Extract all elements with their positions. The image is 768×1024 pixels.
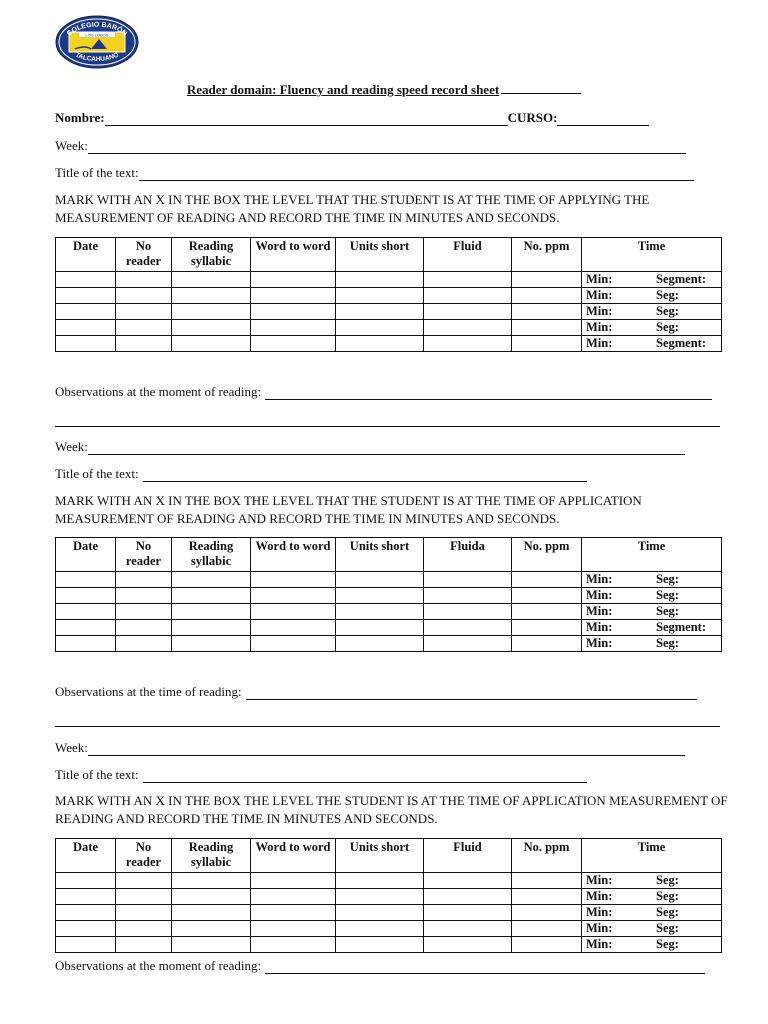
col-time: Time: [582, 238, 722, 272]
cell[interactable]: [116, 304, 172, 320]
col-reading-syllabic: Reading syllabic: [172, 238, 251, 272]
cell[interactable]: [56, 921, 116, 937]
col-time: Time: [582, 839, 722, 873]
table-header-row: [56, 238, 722, 272]
cell[interactable]: [172, 889, 251, 905]
cell[interactable]: [172, 604, 251, 620]
table-row: [56, 636, 722, 652]
seg-label: Seg:: [656, 905, 679, 919]
cell[interactable]: [251, 604, 336, 620]
seg-label: Segment:: [656, 336, 706, 350]
min-label: Min:: [586, 620, 613, 634]
cell[interactable]: [512, 905, 582, 921]
cell[interactable]: [336, 320, 424, 336]
text-title-field[interactable]: [139, 168, 694, 181]
cell[interactable]: [424, 905, 512, 921]
observations-extra-line[interactable]: [55, 426, 720, 427]
cell[interactable]: [251, 921, 336, 937]
text-title-label: Title of the text:: [55, 466, 139, 481]
cell[interactable]: [172, 636, 251, 652]
cell[interactable]: [251, 588, 336, 604]
col-reading-syllabic: Reading syllabic: [172, 538, 251, 572]
cell[interactable]: [512, 572, 582, 588]
cell[interactable]: [56, 588, 116, 604]
cell[interactable]: [512, 588, 582, 604]
min-label: Min:: [586, 588, 613, 602]
table-row: [56, 889, 722, 905]
cell[interactable]: [56, 620, 116, 636]
text-title-row-1: [55, 165, 694, 181]
seg-label: Seg:: [656, 636, 679, 650]
cell[interactable]: [251, 889, 336, 905]
cell[interactable]: [56, 336, 116, 352]
title-blank-line: [501, 82, 581, 94]
min-label: Min:: [586, 636, 613, 650]
logo-top-text: COLEGIO BARÓN: [65, 21, 129, 38]
text-title-field[interactable]: [143, 770, 587, 783]
cell[interactable]: [251, 905, 336, 921]
cell[interactable]: [336, 604, 424, 620]
table-row: [56, 572, 722, 588]
cell[interactable]: [336, 336, 424, 352]
cell[interactable]: [56, 873, 116, 889]
week-label: Week:: [55, 138, 88, 153]
table-row: [56, 336, 722, 352]
seg-label: Seg:: [656, 889, 679, 903]
cell[interactable]: [424, 889, 512, 905]
seg-label: Seg:: [656, 604, 679, 618]
text-title-row-3: [55, 767, 587, 783]
table-header-row: [56, 839, 722, 873]
cell[interactable]: [512, 320, 582, 336]
table-row: [56, 937, 722, 953]
col-no-reader: No reader: [116, 238, 172, 272]
nombre-label: Nombre:: [55, 110, 105, 125]
col-no-reader: No reader: [116, 839, 172, 873]
cell[interactable]: [512, 272, 582, 288]
col-fluid: Fluid: [424, 839, 512, 873]
col-units-short: Units short: [336, 839, 424, 873]
cell[interactable]: [172, 921, 251, 937]
col-time: Time: [582, 538, 722, 572]
week-field[interactable]: [88, 141, 686, 154]
seg-label: Seg:: [656, 588, 679, 602]
cell[interactable]: [116, 588, 172, 604]
col-fluid: Fluid: [424, 238, 512, 272]
cell[interactable]: [512, 873, 582, 889]
observations-row-1: [55, 384, 712, 400]
cell[interactable]: [251, 288, 336, 304]
observations-label: Observations at the moment of reading:: [55, 958, 262, 973]
time-cell[interactable]: [582, 572, 722, 588]
cell[interactable]: [172, 588, 251, 604]
col-no-reader: No reader: [116, 538, 172, 572]
cell[interactable]: [251, 620, 336, 636]
time-cell[interactable]: [582, 937, 722, 953]
time-cell[interactable]: [582, 620, 722, 636]
cell[interactable]: [116, 336, 172, 352]
page-title-text: Reader domain: Fluency and reading speed record sheet: [186, 82, 500, 97]
cell[interactable]: [172, 320, 251, 336]
cell[interactable]: [116, 288, 172, 304]
table-row: [56, 921, 722, 937]
seg-label: Seg:: [656, 304, 679, 318]
min-label: Min:: [586, 873, 613, 887]
time-cell[interactable]: [582, 288, 722, 304]
cell[interactable]: [336, 620, 424, 636]
cell[interactable]: [512, 921, 582, 937]
cell[interactable]: [251, 937, 336, 953]
student-name-row: [55, 110, 649, 126]
cell[interactable]: [424, 873, 512, 889]
logo-bottom-text: TALCAHUANO: [74, 51, 120, 64]
col-date: Date: [56, 238, 116, 272]
table-row: [56, 905, 722, 921]
cell[interactable]: [424, 336, 512, 352]
record-table-2: [55, 537, 722, 652]
cell[interactable]: [172, 272, 251, 288]
min-label: Min:: [586, 905, 613, 919]
table-row: [56, 288, 722, 304]
cell[interactable]: [424, 588, 512, 604]
cell[interactable]: [251, 572, 336, 588]
cell[interactable]: [56, 288, 116, 304]
logo-middle-text: LOS LOBOS: [85, 32, 109, 38]
seg-label: Seg:: [656, 937, 679, 951]
time-cell[interactable]: [582, 889, 722, 905]
cell[interactable]: [251, 320, 336, 336]
week-field[interactable]: [88, 442, 685, 455]
seg-label: Seg:: [656, 572, 679, 586]
cell[interactable]: [512, 288, 582, 304]
seg-label: Seg:: [656, 288, 679, 302]
cell[interactable]: [424, 288, 512, 304]
time-cell[interactable]: [582, 320, 722, 336]
text-title-row-2: [55, 466, 587, 482]
min-label: Min:: [586, 320, 613, 334]
cell[interactable]: [336, 889, 424, 905]
cell[interactable]: [336, 636, 424, 652]
cell[interactable]: [172, 937, 251, 953]
cell[interactable]: [512, 620, 582, 636]
school-logo: [55, 15, 139, 69]
cell[interactable]: [116, 937, 172, 953]
col-word-to-word: Word to word: [251, 538, 336, 572]
cell[interactable]: [336, 572, 424, 588]
cell[interactable]: [251, 304, 336, 320]
cell[interactable]: [172, 336, 251, 352]
col-date: Date: [56, 538, 116, 572]
cell[interactable]: [336, 288, 424, 304]
school-crest-icon: [55, 15, 139, 69]
cell[interactable]: [251, 636, 336, 652]
seg-label: Seg:: [656, 921, 679, 935]
cell[interactable]: [251, 336, 336, 352]
cell[interactable]: [56, 636, 116, 652]
cell[interactable]: [336, 921, 424, 937]
time-cell[interactable]: [582, 336, 722, 352]
seg-label: Seg:: [656, 320, 679, 334]
cell[interactable]: [56, 304, 116, 320]
cell[interactable]: [56, 889, 116, 905]
cell[interactable]: [424, 572, 512, 588]
week-field[interactable]: [88, 743, 685, 756]
col-reading-syllabic: Reading syllabic: [172, 839, 251, 873]
col-ppm: No. ppm: [512, 839, 582, 873]
min-label: Min:: [586, 336, 613, 350]
cell[interactable]: [116, 873, 172, 889]
cell[interactable]: [56, 572, 116, 588]
seg-label: Segment:: [656, 272, 706, 286]
min-label: Min:: [586, 288, 613, 302]
week-row-2: [55, 439, 685, 455]
cell[interactable]: [116, 620, 172, 636]
time-cell[interactable]: [582, 921, 722, 937]
cell[interactable]: [424, 320, 512, 336]
cell[interactable]: [116, 905, 172, 921]
cell[interactable]: [336, 588, 424, 604]
table-row: [56, 604, 722, 620]
cell[interactable]: [512, 336, 582, 352]
curso-field[interactable]: [557, 113, 649, 126]
cell[interactable]: [336, 873, 424, 889]
col-word-to-word: Word to word: [251, 238, 336, 272]
cell[interactable]: [424, 304, 512, 320]
text-title-label: Title of the text:: [55, 767, 139, 782]
col-fluida: Fluida: [424, 538, 512, 572]
page-title: [0, 82, 768, 98]
cell[interactable]: [424, 937, 512, 953]
observations-field[interactable]: [246, 687, 697, 700]
cell[interactable]: [56, 272, 116, 288]
observations-field[interactable]: [265, 961, 705, 974]
cell[interactable]: [512, 604, 582, 620]
cell[interactable]: [116, 320, 172, 336]
col-units-short: Units short: [336, 538, 424, 572]
cell[interactable]: [116, 889, 172, 905]
instruction-3: MARK WITH AN X IN THE BOX THE LEVEL THE STUDENT IS AT THE TIME OF APPLICATION MEASUREMENT OF READING AND RECORD THE TIME IN MINUTES AND SECONDS.: [55, 793, 728, 826]
col-units-short: Units short: [336, 238, 424, 272]
text-title-label: Title of the text:: [55, 165, 139, 180]
cell[interactable]: [116, 636, 172, 652]
cell[interactable]: [424, 620, 512, 636]
week-row-3: [55, 740, 685, 756]
table-row: [56, 588, 722, 604]
col-ppm: No. ppm: [512, 238, 582, 272]
min-label: Min:: [586, 272, 613, 286]
min-label: Min:: [586, 921, 613, 935]
week-label: Week:: [55, 439, 88, 454]
text-title-field[interactable]: [143, 469, 587, 482]
min-label: Min:: [586, 604, 613, 618]
time-cell[interactable]: [582, 272, 722, 288]
cell[interactable]: [336, 304, 424, 320]
min-label: Min:: [586, 937, 613, 951]
cell[interactable]: [512, 889, 582, 905]
cell[interactable]: [336, 905, 424, 921]
instruction-1: MARK WITH AN X IN THE BOX THE LEVEL THAT THE STUDENT IS AT THE TIME OF APPLYING THE MEASUREMENT OF READING AND RECORD THE TIME IN MINUTES AND SECONDS.: [55, 192, 650, 225]
cell[interactable]: [56, 604, 116, 620]
seg-label: Segment:: [656, 620, 706, 634]
week-label: Week:: [55, 740, 88, 755]
cell[interactable]: [116, 272, 172, 288]
cell[interactable]: [512, 304, 582, 320]
cell[interactable]: [56, 937, 116, 953]
table-row: [56, 873, 722, 889]
cell[interactable]: [172, 873, 251, 889]
observations-extra-line[interactable]: [55, 726, 720, 727]
cell[interactable]: [336, 937, 424, 953]
table-row: [56, 320, 722, 336]
record-table-1: [55, 237, 722, 352]
cell[interactable]: [251, 873, 336, 889]
observations-field[interactable]: [265, 387, 712, 400]
cell[interactable]: [172, 620, 251, 636]
time-cell[interactable]: [582, 304, 722, 320]
cell[interactable]: [172, 572, 251, 588]
observations-row-3: [55, 958, 705, 974]
time-cell[interactable]: [582, 636, 722, 652]
col-word-to-word: Word to word: [251, 839, 336, 873]
col-ppm: No. ppm: [512, 538, 582, 572]
curso-label: CURSO:: [507, 110, 558, 125]
cell[interactable]: [56, 320, 116, 336]
cell[interactable]: [116, 921, 172, 937]
time-cell[interactable]: [582, 873, 722, 889]
table-row: [56, 272, 722, 288]
cell[interactable]: [116, 572, 172, 588]
cell[interactable]: [251, 272, 336, 288]
observations-label: Observations at the time of reading:: [55, 684, 242, 699]
record-table-3: [55, 838, 722, 953]
min-label: Min:: [586, 304, 613, 318]
col-date: Date: [56, 839, 116, 873]
instruction-2: MARK WITH AN X IN THE BOX THE LEVEL THAT THE STUDENT IS AT THE TIME OF APPLICATION MEASUREMENT OF READING AND RECORD THE TIME IN MINUTES AND SECONDS.: [55, 493, 642, 526]
time-cell[interactable]: [582, 905, 722, 921]
time-cell[interactable]: [582, 604, 722, 620]
cell[interactable]: [172, 304, 251, 320]
cell[interactable]: [424, 921, 512, 937]
table-row: [56, 620, 722, 636]
cell[interactable]: [172, 905, 251, 921]
cell[interactable]: [424, 272, 512, 288]
cell[interactable]: [336, 272, 424, 288]
observations-row-2: [55, 684, 697, 700]
cell[interactable]: [424, 636, 512, 652]
min-label: Min:: [586, 572, 613, 586]
table-header-row: [56, 538, 722, 572]
observations-label: Observations at the moment of reading:: [55, 384, 262, 399]
cell[interactable]: [172, 288, 251, 304]
cell[interactable]: [116, 604, 172, 620]
cell[interactable]: [512, 937, 582, 953]
cell[interactable]: [424, 604, 512, 620]
cell[interactable]: [512, 636, 582, 652]
week-row-1: [55, 138, 686, 154]
min-label: Min:: [586, 889, 613, 903]
time-cell[interactable]: [582, 588, 722, 604]
nombre-field[interactable]: [105, 113, 508, 126]
cell[interactable]: [56, 905, 116, 921]
table-row: [56, 304, 722, 320]
seg-label: Seg:: [656, 873, 679, 887]
